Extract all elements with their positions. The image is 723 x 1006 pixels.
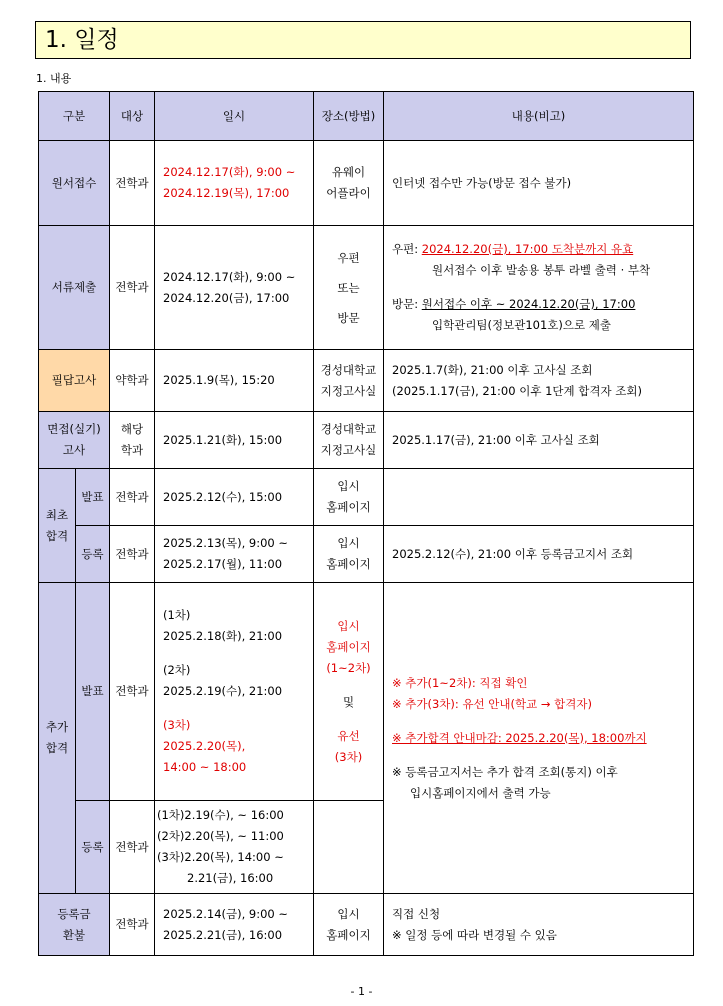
add-r2-date: 2025.2.19(수), 21:00 (163, 684, 283, 698)
interview-label-line2: 고사 (62, 443, 86, 457)
add-reg-d3: (3차)2.20(목), 14:00 ~ (157, 850, 284, 864)
row-label-docs: 서류제출 (39, 226, 110, 350)
additional-label-line2: 합격 (45, 741, 69, 755)
written-place-line1: 경성대학교 (320, 362, 377, 377)
additional-label-line1: 추가 (45, 720, 69, 734)
refund-date-start: 2025.2.14(금), 9:00 ~ (163, 906, 289, 921)
final-announce-place-line1: 입시 (337, 479, 360, 493)
interview-place-line1: 경성대학교 (320, 422, 377, 436)
apply-note: 인터넷 접수만 가능(방문 접수 불가) (384, 141, 694, 226)
add-r1-date: 2025.2.18(화), 21:00 (163, 629, 283, 643)
written-place (314, 350, 384, 412)
refund-note (384, 894, 694, 956)
header-target: 대상 (110, 92, 155, 141)
docs-place (314, 226, 384, 350)
apply-date-end: 2024.12.19(목), 17:00 (163, 186, 290, 200)
table-row (39, 894, 694, 956)
row-label-interview (39, 412, 110, 469)
docs-mail-detail: 원서접수 이후 발송용 봉투 라벨 출력 · 부착 (432, 263, 651, 277)
written-target: 약학과 (110, 350, 155, 412)
section-title: 1. 일정 (35, 21, 691, 59)
row-label-refund (39, 894, 110, 956)
final-announce-sub: 발표 (76, 469, 110, 526)
final-register-place (314, 526, 384, 583)
docs-visit-prefix: 방문: (392, 297, 422, 311)
add-note-4: ※ 등록금고지서는 추가 합격 조회(통지) 이후 (392, 764, 618, 779)
final-announce-target: 전학과 (110, 469, 155, 526)
table-row (39, 469, 694, 526)
refund-label-line2: 환불 (62, 927, 86, 942)
final-register-note: 2025.2.12(수), 21:00 이후 등록금고지서 조회 (384, 526, 694, 583)
page-number: - 1 - (350, 985, 373, 998)
schedule-table (38, 91, 694, 956)
written-note-line2: (2025.1.17(금), 21:00 이후 1단계 합격자 조회) (392, 383, 642, 398)
row-label-apply: 원서접수 (39, 141, 110, 226)
table-row (39, 583, 694, 801)
written-date: 2025.1.9(목), 15:20 (155, 350, 314, 412)
add-reg-d4: 2.21(금), 16:00 (187, 871, 274, 885)
docs-mail-prefix: 우편: (392, 242, 422, 256)
interview-target-line1: 해당 (120, 422, 144, 436)
final-announce-place-line2: 홈페이지 (326, 500, 371, 514)
final-register-target: 전학과 (110, 526, 155, 583)
additional-register-sub: 등록 (76, 801, 110, 894)
docs-visit-deadline: 원서접수 이후 ~ 2024.12.20(금), 17:00 (421, 297, 636, 311)
docs-date-end: 2024.12.20(금), 17:00 (163, 290, 290, 305)
add-r3-label: (3차) (163, 718, 191, 732)
interview-place (314, 412, 384, 469)
add-place-line2: 홈페이지 (326, 639, 371, 654)
docs-date (155, 226, 314, 350)
docs-visit-line (392, 294, 693, 315)
docs-mail-line (392, 239, 693, 260)
docs-mail-deadline: 2024.12.20(금), 17:00 도착분까지 유효 (421, 242, 634, 256)
header-note: 내용(비고) (384, 92, 694, 141)
additional-register-place (314, 801, 384, 894)
final-register-place-line1: 입시 (337, 536, 360, 550)
docs-place-line3: 방문 (337, 310, 360, 325)
refund-target: 전학과 (110, 894, 155, 956)
additional-announce-place (314, 583, 384, 801)
row-label-written: 필답고사 (39, 350, 110, 412)
interview-target-line2: 학과 (120, 443, 144, 457)
final-register-date-start: 2025.2.13(목), 9:00 ~ (163, 536, 289, 550)
docs-place-line2: 또는 (337, 280, 360, 295)
interview-date: 2025.1.21(화), 15:00 (155, 412, 314, 469)
add-place-line3: (1~2차) (326, 660, 371, 675)
header-date: 일시 (155, 92, 314, 141)
interview-note: 2025.1.17(금), 21:00 이후 고사실 조회 (384, 412, 694, 469)
refund-note-line2: ※ 일정 등에 따라 변경될 수 있음 (392, 927, 557, 942)
header-place: 장소(방법) (314, 92, 384, 141)
table-row (39, 226, 694, 350)
additional-register-target: 전학과 (110, 801, 155, 894)
header-category: 구분 (39, 92, 110, 141)
table-row (39, 141, 694, 226)
refund-place-line1: 입시 (337, 906, 360, 921)
final-label-line2: 합격 (45, 528, 69, 543)
final-register-sub: 등록 (76, 526, 110, 583)
apply-date (155, 141, 314, 226)
table-row (39, 412, 694, 469)
final-register-date (155, 526, 314, 583)
row-label-final (39, 469, 76, 583)
add-r3-date1: 2025.2.20(목), (163, 739, 246, 753)
refund-date-end: 2025.2.21(금), 16:00 (163, 927, 283, 942)
refund-note-line1: 직접 신청 (392, 906, 441, 921)
final-register-date-end: 2025.2.17(월), 11:00 (163, 557, 283, 571)
written-note (384, 350, 694, 412)
final-label-line1: 최초 (45, 507, 69, 522)
add-r3-date2: 14:00 ~ 18:00 (163, 760, 247, 774)
add-reg-d2: (2차)2.20(목), ~ 11:00 (157, 829, 284, 843)
final-announce-note (384, 469, 694, 526)
written-note-line1: 2025.1.7(화), 21:00 이후 고사실 조회 (392, 362, 593, 377)
docs-date-start: 2024.12.17(화), 9:00 ~ (163, 269, 296, 284)
add-place-line5: 유선 (337, 728, 360, 743)
written-place-line2: 지정고사실 (320, 383, 377, 398)
row-label-additional (39, 583, 76, 894)
apply-place-line1: 유웨이 (331, 165, 366, 179)
refund-label-line1: 등록금 (57, 906, 91, 921)
refund-date (155, 894, 314, 956)
add-note-1: ※ 추가(1~2차): 직접 확인 (392, 675, 528, 690)
add-place-line1: 입시 (337, 618, 360, 633)
final-announce-date: 2025.2.12(수), 15:00 (155, 469, 314, 526)
apply-place (314, 141, 384, 226)
interview-label-line1: 면접(실기) (47, 422, 101, 436)
additional-announce-date (155, 583, 314, 801)
docs-target: 전학과 (110, 226, 155, 350)
add-r2-label: (2차) (163, 663, 191, 677)
refund-place-line2: 홈페이지 (326, 927, 371, 942)
add-place-line4: 및 (342, 694, 355, 709)
docs-note (384, 226, 694, 350)
apply-date-start: 2024.12.17(화), 9:00 ~ (163, 165, 296, 179)
add-note-5: 입시홈페이지에서 출력 가능 (410, 785, 551, 800)
table-row (39, 350, 694, 412)
final-register-place-line2: 홈페이지 (326, 557, 371, 571)
docs-visit-detail: 입학관리팀(정보관101호)으로 제출 (432, 318, 611, 332)
refund-place (314, 894, 384, 956)
add-note-2: ※ 추가(3차): 유선 안내(학교 → 합격자) (392, 696, 592, 711)
interview-target (110, 412, 155, 469)
apply-place-line2: 어플라이 (326, 186, 371, 200)
additional-announce-sub: 발표 (76, 583, 110, 801)
additional-notes (384, 583, 694, 894)
table-header-row (39, 92, 694, 141)
add-r1-label: (1차) (163, 608, 191, 622)
table-row (39, 526, 694, 583)
apply-target: 전학과 (110, 141, 155, 226)
add-note-3: ※ 추가합격 안내마감: 2025.2.20(목), 18:00까지 (392, 730, 647, 745)
docs-place-line1: 우편 (337, 250, 360, 265)
subheading: 1. 내용 (36, 72, 72, 85)
interview-place-line2: 지정고사실 (320, 443, 377, 457)
add-place-line6: (3차) (334, 749, 363, 764)
add-reg-d1: (1차)2.19(수), ~ 16:00 (157, 808, 284, 822)
final-announce-place (314, 469, 384, 526)
additional-register-date (155, 801, 314, 894)
additional-announce-target: 전학과 (110, 583, 155, 801)
